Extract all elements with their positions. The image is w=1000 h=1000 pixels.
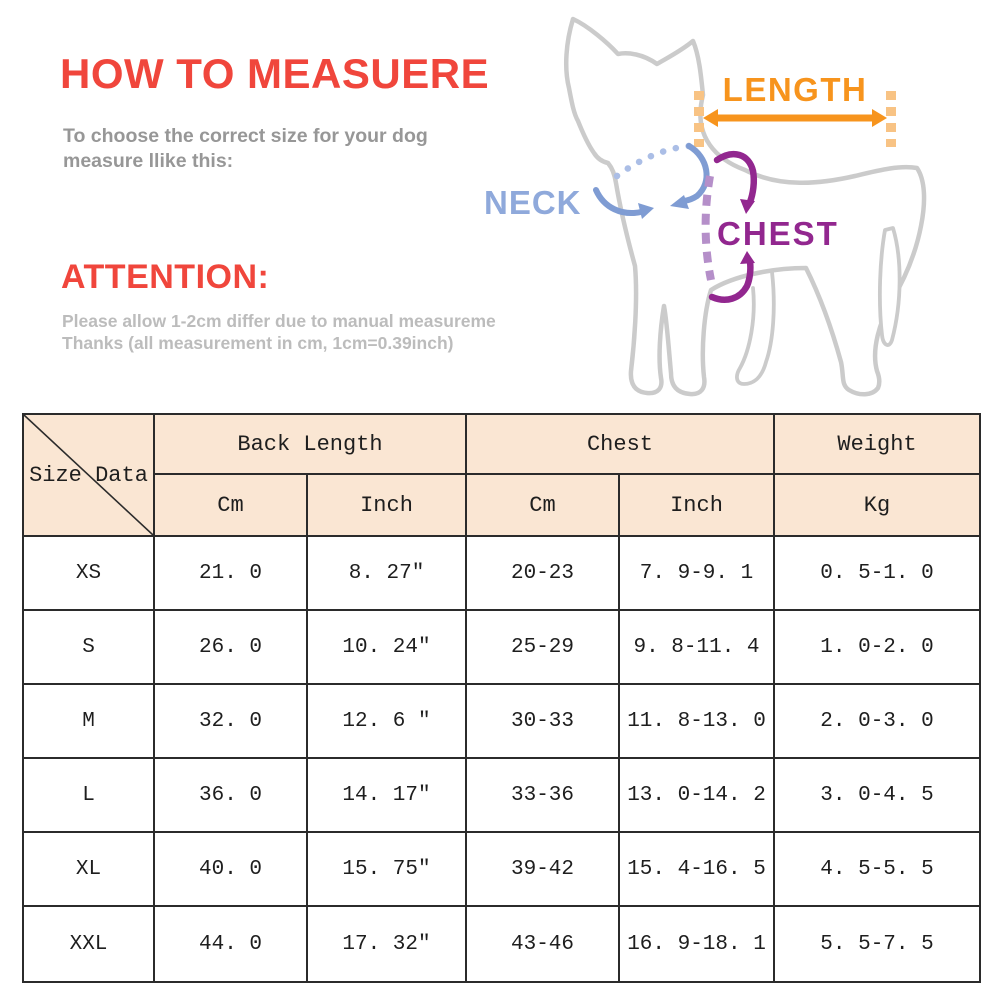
row-xxl-size: XXL	[24, 907, 155, 981]
neck-label: NECK	[484, 184, 582, 221]
chest-label: CHEST	[717, 215, 839, 252]
row-xs-chest-cm: 20-23	[467, 537, 620, 611]
row-xxl-chest-inch: 16. 9-18. 1	[620, 907, 775, 981]
row-s-back-cm: 26. 0	[155, 611, 308, 685]
row-l-size: L	[24, 759, 155, 833]
row-xl-weight: 4. 5-5. 5	[775, 833, 979, 907]
row-s-weight: 1. 0-2. 0	[775, 611, 979, 685]
table-corner-cell	[24, 415, 155, 537]
length-arrowhead-right-icon	[872, 109, 887, 127]
row-l-chest-inch: 13. 0-14. 2	[620, 759, 775, 833]
header-chest-cm: Cm	[467, 475, 620, 537]
howto-subtitle	[63, 124, 428, 174]
attention-note	[62, 310, 509, 354]
row-xs-back-cm: 21. 0	[155, 537, 308, 611]
row-m-back-inch: 12. 6 ″	[308, 685, 467, 759]
header-chest: Chest	[467, 415, 775, 475]
attention-note-line2: Thanks (all measurement in cm, 1cm=0.39inch)	[62, 333, 454, 353]
howto-subtitle-line2: measure llike this:	[63, 150, 234, 172]
row-xl-chest-cm: 39-42	[467, 833, 620, 907]
corner-label: Size Data	[29, 462, 148, 488]
attention-note-line1: Please allow 1-2cm differ due to manual measureme	[62, 311, 496, 331]
header-back-cm: Cm	[155, 475, 308, 537]
row-s-size: S	[24, 611, 155, 685]
row-xl-size: XL	[24, 833, 155, 907]
dog-measurement-diagram	[480, 0, 1000, 410]
header-weight: Weight	[775, 415, 979, 475]
attention-heading: ATTENTION:	[61, 258, 270, 296]
header-chest-inch: Inch	[620, 475, 775, 537]
length-label: LENGTH	[722, 71, 868, 108]
row-s-back-inch: 10. 24″	[308, 611, 467, 685]
header-back-inch: Inch	[308, 475, 467, 537]
row-m-weight: 2. 0-3. 0	[775, 685, 979, 759]
row-l-back-cm: 36. 0	[155, 759, 308, 833]
row-xxl-back-cm: 44. 0	[155, 907, 308, 981]
row-l-chest-cm: 33-36	[467, 759, 620, 833]
row-l-weight: 3. 0-4. 5	[775, 759, 979, 833]
row-xxl-chest-cm: 43-46	[467, 907, 620, 981]
header-back-length: Back Length	[155, 415, 467, 475]
row-s-chest-inch: 9. 8-11. 4	[620, 611, 775, 685]
row-xl-chest-inch: 15. 4-16. 5	[620, 833, 775, 907]
row-m-size: M	[24, 685, 155, 759]
length-annotation	[699, 71, 891, 147]
row-xs-weight: 0. 5-1. 0	[775, 537, 979, 611]
row-xxl-weight: 5. 5-7. 5	[820, 932, 934, 956]
row-m-chest-inch: 11. 8-13. 0	[620, 685, 775, 759]
row-l-back-inch: 14. 17″	[308, 759, 467, 833]
dog-tail	[880, 228, 900, 345]
size-chart-table	[22, 413, 981, 983]
row-m-back-cm: 32. 0	[155, 685, 308, 759]
length-arrowhead-left-icon	[703, 109, 718, 127]
howto-subtitle-line1: To choose the correct size for your dog	[63, 125, 428, 147]
row-xxl-back-inch: 17. 32″	[308, 907, 467, 981]
header-kg: Kg	[775, 475, 979, 537]
page-title: HOW TO MEASUERE	[60, 50, 490, 97]
row-xs-chest-inch: 7. 9-9. 1	[620, 537, 775, 611]
row-xs-size: XS	[24, 537, 155, 611]
row-xl-back-inch: 15. 75″	[308, 833, 467, 907]
row-xs-back-inch: 8. 27″	[308, 537, 467, 611]
row-xl-back-cm: 40. 0	[155, 833, 308, 907]
row-s-chest-cm: 25-29	[467, 611, 620, 685]
row-m-chest-cm: 30-33	[467, 685, 620, 759]
